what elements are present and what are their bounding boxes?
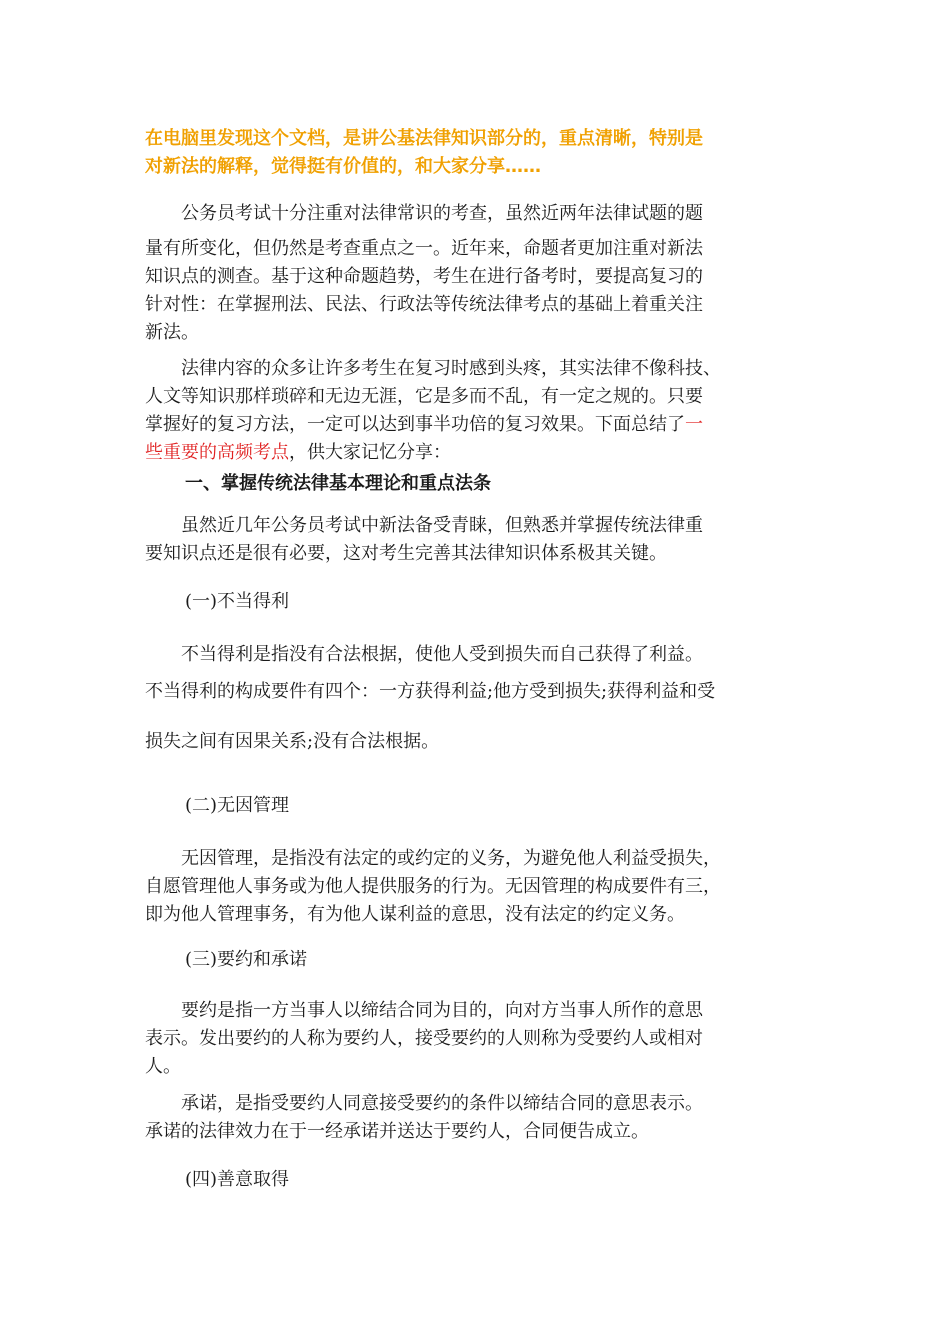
subheading-text: (一)不当得利	[185, 591, 290, 612]
intro-note	[145, 125, 703, 181]
heading-text: 一、掌握传统法律基本理论和重点法条	[185, 473, 491, 494]
intro-line: 对新法的解释，觉得挺有价值的，和大家分享……	[145, 156, 541, 177]
paragraph-section1	[145, 512, 805, 568]
paragraph-intro-cont	[145, 235, 805, 347]
text-line: 量有所变化，但仍然是考查重点之一。近年来，命题者更加注重对新法	[145, 238, 703, 259]
subheading-3	[185, 946, 845, 974]
text-line: 不当得利的构成要件有四个：一方获得利益;他方受到损失;获得利益和受	[145, 681, 716, 702]
text-line: 无因管理，是指没有法定的或约定的义务，为避免他人利益受损失，	[145, 848, 721, 869]
text-line: 自愿管理他人事务或为他人提供服务的行为。无因管理的构成要件有三，	[145, 876, 721, 897]
subheading-text: (三)要约和承诺	[185, 949, 308, 970]
text-line: 要约是指一方当事人以缔结合同为目的，向对方当事人所作的意思	[145, 1000, 703, 1021]
paragraph-method	[145, 355, 805, 467]
text-line: 法律内容的众多让许多考生在复习时感到头疼，其实法律不像科技、	[145, 358, 721, 379]
paragraph-item1-cont	[145, 678, 805, 706]
text-line: 要知识点还是很有必要，这对考生完善其法律知识体系极其关键。	[145, 543, 667, 564]
text-segment: ，供大家记忆分享：	[289, 442, 451, 463]
paragraph-item2	[145, 845, 805, 929]
intro-line: 在电脑里发现这个文档，是讲公基法律知识部分的，重点清晰，特别是	[145, 128, 703, 149]
paragraph-intro	[145, 200, 805, 228]
paragraph-item3-acceptance	[145, 1090, 805, 1146]
subheading-1	[185, 588, 845, 616]
text-segment: 掌握好的复习方法，一定可以达到事半功倍的复习效果。下面总结了	[145, 414, 685, 435]
text-line: 承诺的法律效力在于一经承诺并送达于要约人，合同便告成立。	[145, 1121, 649, 1142]
text-line: 人。	[145, 1056, 181, 1077]
text-line: 人文等知识那样琐碎和无边无涯，它是多而不乱，有一定之规的。只要	[145, 386, 703, 407]
subheading-2	[185, 792, 845, 820]
text-line: 即为他人管理事务，有为他人谋利益的意思，没有法定的约定义务。	[145, 904, 685, 925]
text-line: 承诺，是指受要约人同意接受要约的条件以缔结合同的意思表示。	[145, 1093, 703, 1114]
paragraph-item1-end	[145, 728, 805, 756]
text-line: 针对性：在掌握刑法、民法、行政法等传统法律考点的基础上着重关注	[145, 294, 703, 315]
subheading-4	[185, 1166, 845, 1194]
paragraph-item1	[145, 641, 805, 669]
text-line: 损失之间有因果关系;没有合法根据。	[145, 731, 440, 752]
text-line: 表示。发出要约的人称为要约人，接受要约的人则称为受要约人或相对	[145, 1028, 703, 1049]
text-line: 公务员考试十分注重对法律常识的考查，虽然近两年法律试题的题	[145, 203, 703, 224]
text-line	[145, 439, 805, 467]
text-line	[145, 411, 805, 439]
paragraph-item3-offer	[145, 997, 805, 1081]
text-line: 知识点的测查。基于这种命题趋势，考生在进行备考时，要提高复习的	[145, 266, 703, 287]
highlight-text: 些重要的高频考点	[145, 442, 289, 463]
highlight-text: 一	[685, 414, 703, 435]
text-line: 不当得利是指没有合法根据，使他人受到损失而自己获得了利益。	[145, 644, 703, 665]
subheading-text: (四)善意取得	[185, 1169, 290, 1190]
section-heading	[185, 470, 845, 498]
text-line: 新法。	[145, 322, 199, 343]
text-line: 虽然近几年公务员考试中新法备受青睐，但熟悉并掌握传统法律重	[145, 515, 703, 536]
subheading-text: (二)无因管理	[185, 795, 290, 816]
